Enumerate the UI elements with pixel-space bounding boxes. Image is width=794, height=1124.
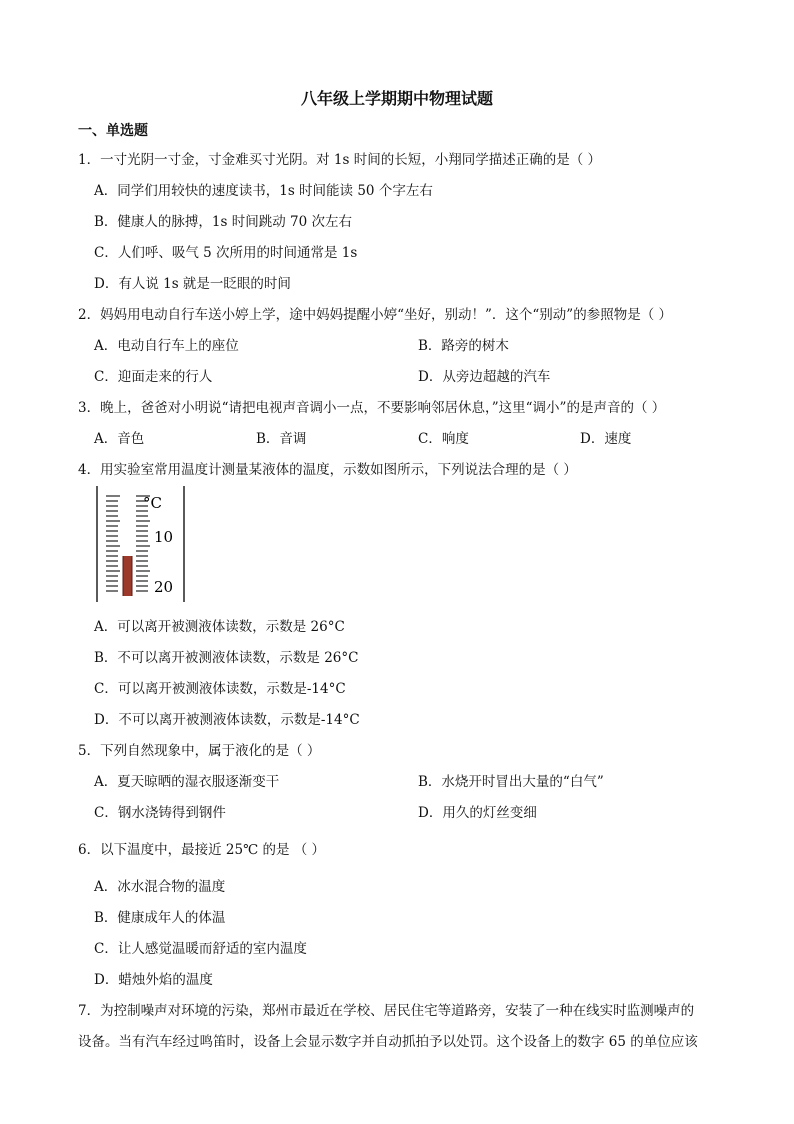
question-4: [78, 458, 577, 478]
option-a: A．冰水混合物的温度: [94, 879, 226, 895]
question-2: [78, 303, 672, 323]
question-number: 7．: [78, 1003, 101, 1019]
option-d: D．有人说 1s 就是一眨眼的时间: [94, 276, 291, 292]
question-3: [78, 396, 665, 416]
option-d: D．不可以离开被测液体读数，示数是-14°C: [94, 712, 360, 728]
option-c: C．响度: [418, 431, 469, 447]
question-6: [78, 838, 325, 858]
question-5: [78, 739, 320, 759]
question-stem: 一寸光阴一寸金，寸金难买寸光阴。对 1s 时间的长短，小翔同学描述正确的是（ ）: [100, 152, 601, 168]
option-b: B．音调: [256, 431, 307, 447]
option-c: C．人们呼、吸气 5 次所用的时间通常是 1s: [94, 245, 358, 261]
question-number: 1．: [78, 152, 101, 168]
question-stem: 妈妈用电动自行车送小婷上学，途中妈妈提醒小婷“坐好，别动！”．这个“别动”的参照物是（ ）: [100, 307, 672, 323]
option-c: C．钢水浇铸得到钢件: [94, 805, 226, 821]
question-stem: 下列自然现象中，属于液化的是（ ）: [100, 743, 321, 759]
option-b: B．水烧开时冒出大量的“白气”: [418, 774, 604, 790]
option-c: C．迎面走来的行人: [94, 369, 213, 385]
option-a: A．音色: [94, 431, 145, 447]
question-stem: 以下温度中，最接近 25℃ 的是 （ ）: [100, 842, 326, 858]
question-7: [78, 999, 694, 1019]
option-d: D．用久的灯丝变细: [418, 805, 537, 821]
tick-label-10: 10: [154, 528, 174, 546]
option-c: C．让人感觉温暖而舒适的室内温度: [94, 941, 307, 957]
option-a: A．可以离开被测液体读数，示数是 26°C: [94, 619, 345, 635]
option-d: D．速度: [580, 431, 632, 447]
question-1: [78, 148, 601, 168]
question-number: 4．: [78, 462, 101, 478]
option-c: C．可以离开被测液体读数，示数是-14°C: [94, 681, 346, 697]
option-d: D．从旁边超越的汽车: [418, 369, 551, 385]
question-stem: 为控制噪声对环境的污染，郑州市最近在学校、居民住宅等道路旁，安装了一种在线实时监测噪声的: [100, 1003, 695, 1019]
question-number: 5．: [78, 743, 101, 759]
question-stem: 用实验室常用温度计测量某液体的温度，示数如图所示，下列说法合理的是（ ）: [100, 462, 577, 478]
option-a: A．夏天晾晒的湿衣服逐渐变干: [94, 774, 280, 790]
page-title: 八年级上学期期中物理试题: [300, 89, 493, 108]
thermometer-unit: °C: [143, 494, 162, 512]
option-b: B．健康成年人的体温: [94, 910, 226, 926]
question-number: 6．: [78, 842, 101, 858]
question-number: 2．: [78, 307, 101, 323]
section-heading: 一、单选题: [78, 123, 148, 139]
question-number: 3．: [78, 400, 101, 416]
question-stem: 晚上，爸爸对小明说“请把电视声音调小一点，不要影响邻居休息，”这里“调小”的是声音的（ ）: [100, 400, 666, 416]
option-d: D．蜡烛外焰的温度: [94, 972, 213, 988]
thermometer-figure: [96, 486, 186, 604]
option-a: A．电动自行车上的座位: [94, 338, 239, 354]
question-7-line2: 设备。当有汽车经过鸣笛时，设备上会显示数字并自动抓拍予以处罚。这个设备上的数字 65 的单位应该: [78, 1034, 698, 1050]
option-b: B．不可以离开被测液体读数，示数是 26°C: [94, 650, 359, 666]
option-b: B．路旁的树木: [418, 338, 509, 354]
option-b: B．健康人的脉搏，1s 时间跳动 70 次左右: [94, 214, 352, 230]
tick-label-20: 20: [154, 578, 174, 596]
option-a: A．同学们用较快的速度读书，1s 时间能读 50 个字左右: [94, 183, 433, 199]
